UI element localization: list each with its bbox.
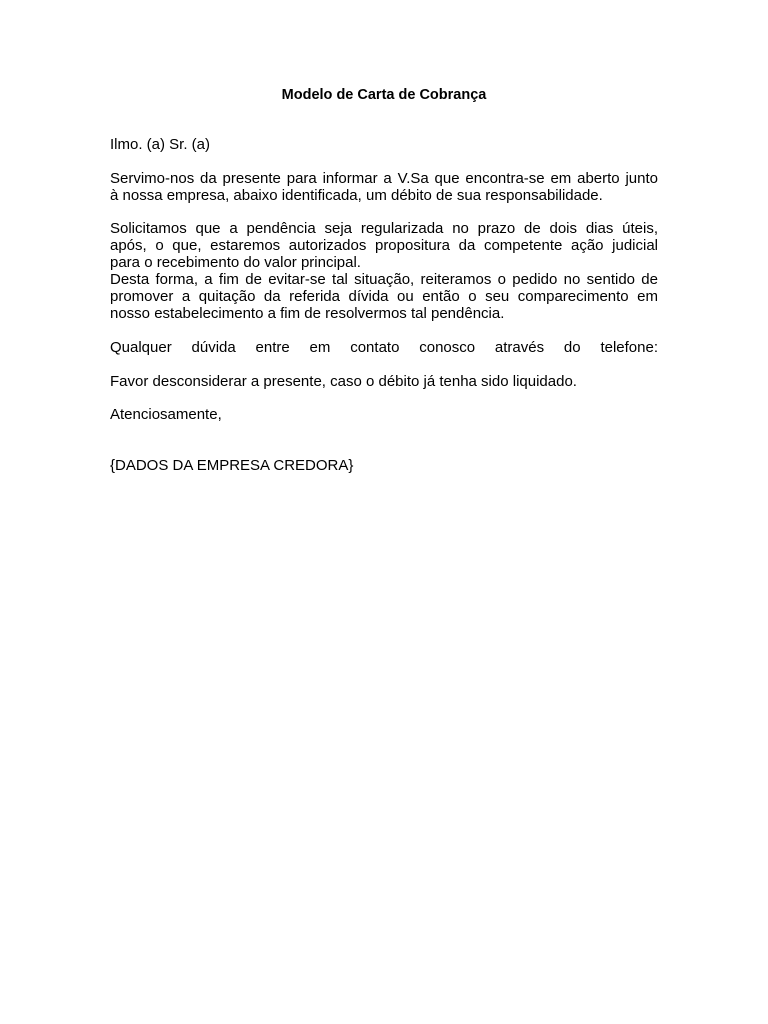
paragraph-regularization-request	[110, 220, 658, 271]
signature-placeholder: {DADOS DA EMPRESA CREDORA}	[110, 457, 354, 474]
paragraph-line: Solicitamos que a pendência seja regularizada no prazo de dois dias úteis,	[110, 220, 658, 237]
paragraph-line: Desta forma, a fim de evitar-se tal situação, reiteramos o pedido no sentido de	[110, 271, 658, 288]
document-title: Modelo de Carta de Cobrança	[281, 87, 487, 103]
paragraph-line: nosso estabelecimento a fim de resolvermos tal pendência.	[110, 305, 505, 322]
closing: Atenciosamente,	[110, 406, 222, 423]
paragraph-debt-notice	[110, 170, 658, 204]
paragraph-payment-request	[110, 271, 658, 322]
paragraph-line: à nossa empresa, abaixo identificada, um débito de sua responsabilidade.	[110, 187, 603, 204]
contact-line-text: Qualquer dúvida entre em contato conosco através do telefone:	[110, 339, 658, 356]
paragraph-line: Servimo-nos da presente para informar a V.Sa que encontra-se em aberto junto	[110, 170, 658, 187]
paragraph-line: após, o que, estaremos autorizados propositura da competente ação judicial	[110, 237, 658, 254]
salutation: Ilmo. (a) Sr. (a)	[110, 136, 211, 153]
paragraph-line: para o recebimento do valor principal.	[110, 254, 361, 271]
disregard-note: Favor desconsiderar a presente, caso o débito já tenha sido liquidado.	[110, 373, 577, 390]
paragraph-line: promover a quitação da referida dívida ou então o seu comparecimento em	[110, 288, 658, 305]
contact-line	[110, 339, 658, 356]
